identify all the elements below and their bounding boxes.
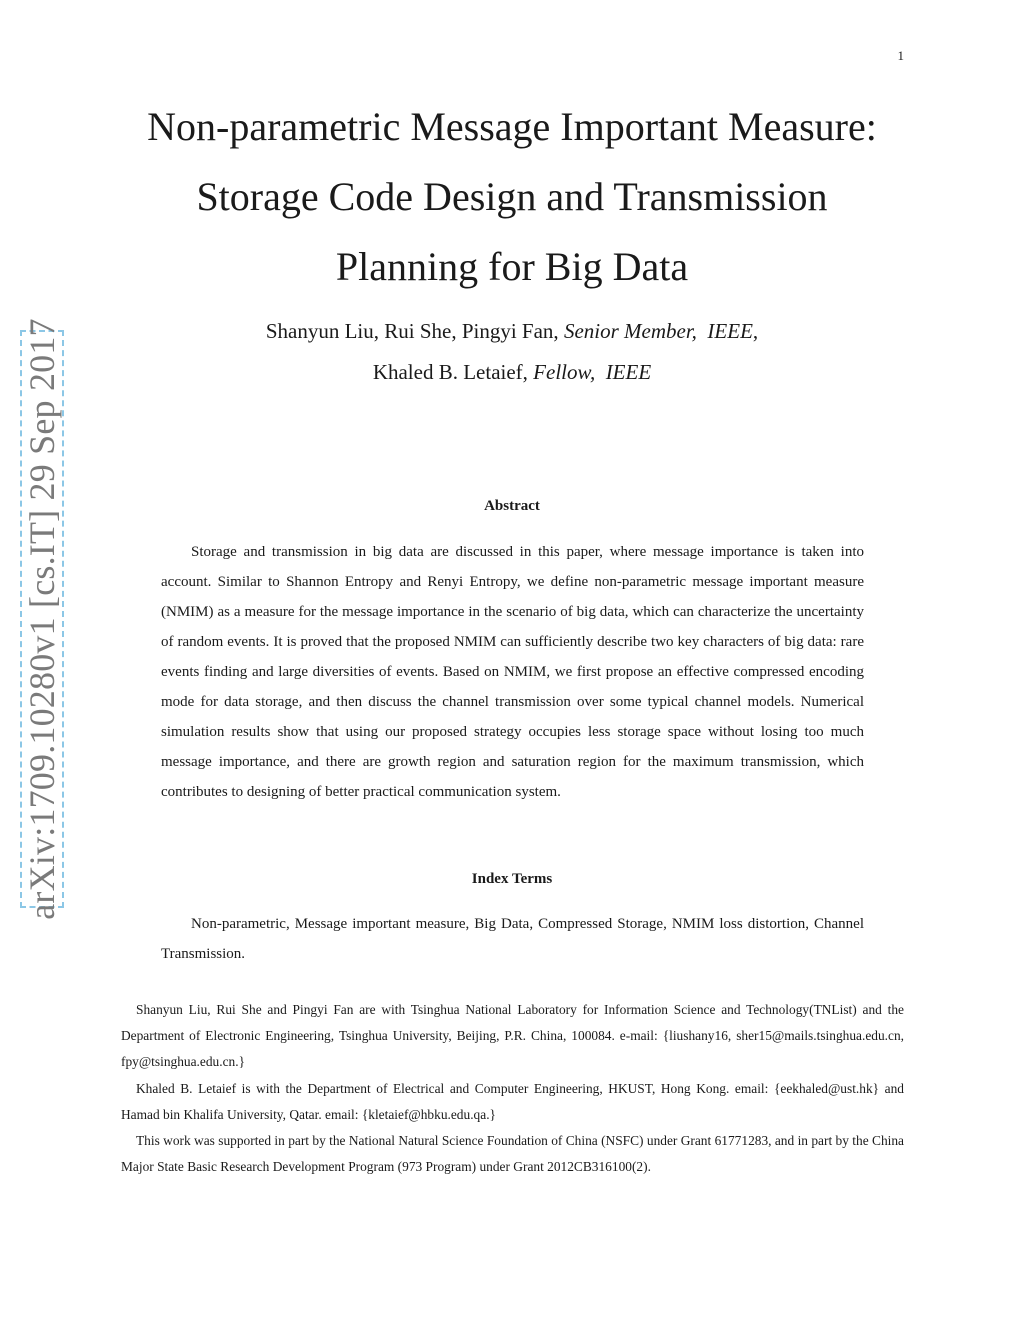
index-terms-heading: Index Terms bbox=[471, 871, 553, 887]
footnote-affiliation-1: Shanyun Liu, Rui She and Pingyi Fan are with Tsinghua National Laboratory for Information Science and Technology(TNList) and the Department of Electronic Engineering, Tsinghua University, Beijing, P.R. China, 100084. e-mail: {liushany16, sher15@mails.tsinghua.edu.cn, fpy@tsinghua.edu.cn.} bbox=[121, 1002, 904, 1070]
author-membership-2: Fellow, bbox=[533, 360, 596, 384]
author-org-1: IEEE bbox=[707, 319, 753, 343]
index-terms-text: Non-parametric, Message important measure, Big Data, Compressed Storage, NMIM loss distortion, Channel Transmission. bbox=[161, 916, 864, 962]
footnote-funding: This work was supported in part by the National Natural Science Foundation of China (NSFC) under Grant 61771283, and in part by the China Major State Basic Research Development Program (973 Program) under Grant 2012CB316100(2). bbox=[121, 1133, 904, 1175]
author-org-2: IEEE bbox=[605, 360, 652, 384]
author-line-1 bbox=[100, 311, 924, 352]
title-line-1: Non-parametric Message Important Measure: bbox=[147, 104, 877, 149]
abstract-text: Storage and transmission in big data are discussed in this paper, where message importance is taken into account. Similar to Shannon Entropy and Renyi Entropy, we define non-parametric message important measure (NMIM) as a measure for the message importance in the scenario of big data, which can characterize the uncertainty of random events. It is proved that the proposed NMIM can sufficiently describe two key characters of big data: rare events finding and large diversities of events. Based on NMIM, we first propose an effective compressed encoding mode for data storage, and then discuss the channel transmission over some typical channel models. Numerical simulation results show that using our proposed strategy occupies less storage space without losing too much message importance, and there are growth region and saturation region for the maximum transmission, which contributes to designing of better practical communication system. bbox=[161, 544, 864, 800]
title-line-2: Storage Code Design and Transmission bbox=[196, 174, 828, 219]
author-names-2: Khaled B. Letaief, bbox=[372, 360, 534, 384]
author-names-1: Shanyun Liu, Rui She, Pingyi Fan, bbox=[265, 319, 564, 343]
footnotes bbox=[121, 997, 904, 1180]
author-line-2 bbox=[100, 352, 924, 393]
abstract-heading: Abstract bbox=[484, 498, 540, 514]
author-block bbox=[100, 311, 924, 393]
author-suffix-1: , bbox=[752, 319, 759, 343]
footnote-affiliation-2: Khaled B. Letaief is with the Department of Electrical and Computer Engineering, HKUST, Hong Kong. email: {eekhaled@ust.hk} and Hamad bin Khalifa University, Qatar. email: {kletaief@hbku.edu.qa.} bbox=[121, 1080, 904, 1122]
author-membership-1: Senior Member, bbox=[563, 319, 697, 343]
title-line-3: Planning for Big Data bbox=[335, 244, 689, 289]
paper-title bbox=[100, 92, 924, 302]
arxiv-identifier: arXiv:1709.10280v1 [cs.IT] 29 Sep 2017 bbox=[22, 318, 62, 920]
page-number: 1 bbox=[897, 48, 904, 63]
